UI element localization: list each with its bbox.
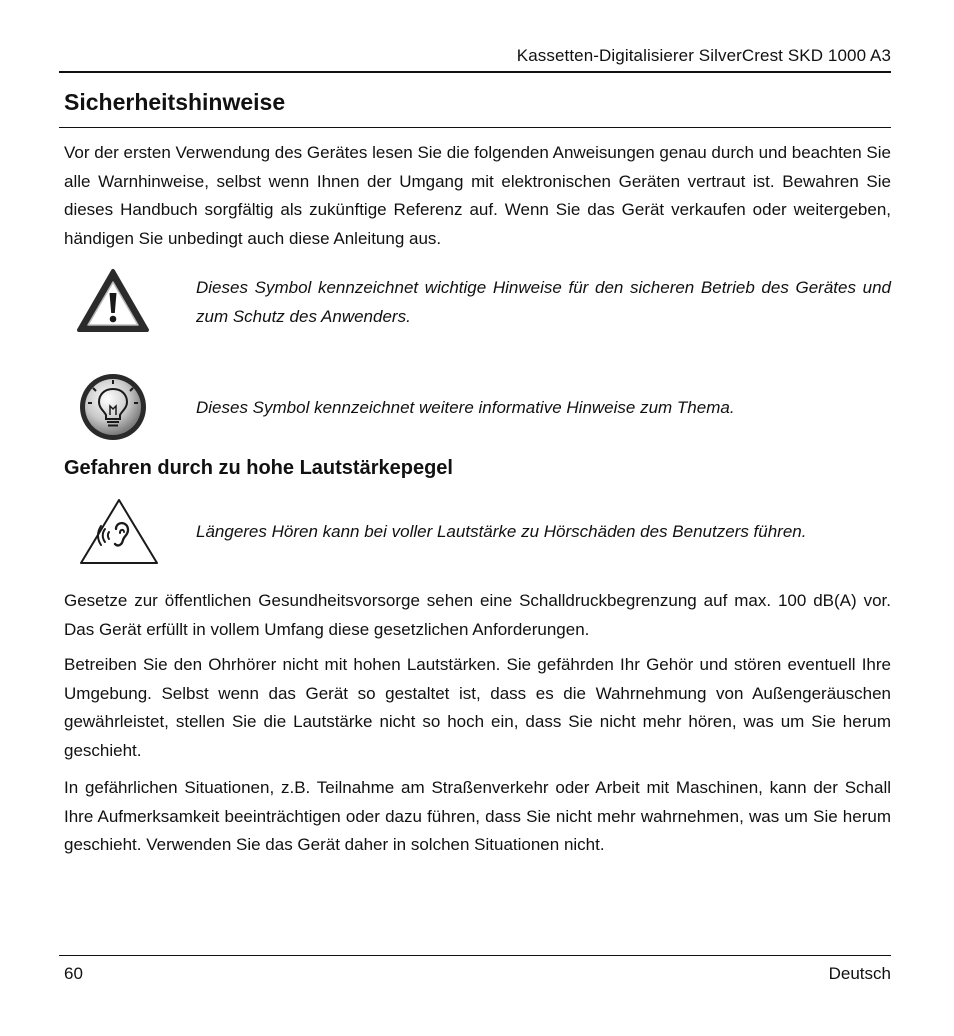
note-warning-text: Dieses Symbol kennzeichnet wichtige Hinweise für den sicheren Betrieb des Gerätes und zum Schutz des Anwenders.	[196, 278, 891, 326]
section-heading: Sicherheitshinweise	[64, 89, 286, 115]
volume-heading: Gefahren durch zu hohe Lautstärkepegel	[64, 457, 453, 479]
volume-paragraph-1: Gesetze zur öffentlichen Gesundheitsvorsorge sehen eine Schalldruckbegrenzung auf max. 100 dB(A) vor. Das Gerät erfüllt in vollem Umfang diese gesetzlichen Anforderungen.	[64, 591, 891, 639]
warning-triangle-icon	[76, 268, 150, 339]
running-header: Kassetten-Digitalisierer SilverCrest SKD 1000 A3	[516, 46, 891, 65]
page-number: 60	[64, 964, 83, 983]
footer-rule	[59, 955, 891, 956]
header-rule	[59, 71, 891, 73]
footer-language: Deutsch	[828, 964, 891, 983]
volume-paragraph-3: In gefährlichen Situationen, z.B. Teilnahme am Straßenverkehr oder Arbeit mit Maschinen, kann der Schall Ihre Aufmerksamkeit beeinträchtigen oder dazu führen, dass Sie nicht mehr wahrnehmen, was um Sie herum geschieht. Verwenden Sie das Gerät daher in solchen Situationen nicht.	[64, 778, 891, 854]
hearing-warning-text: Längeres Hören kann bei voller Lautstärke zu Hörschäden des Benutzers führen.	[196, 522, 807, 541]
hearing-warning-icon	[78, 497, 160, 572]
note-info-text: Dieses Symbol kennzeichnet weitere informative Hinweise zum Thema.	[196, 398, 735, 417]
volume-paragraph-2: Betreiben Sie den Ohrhörer nicht mit hohen Lautstärken. Sie gefährden Ihr Gehör und stören eventuell Ihre Umgebung. Selbst wenn das Gerät so gestaltet ist, dass es die Wahrnehmung von Außengeräuschen gewährleistet, stellen Sie die Lautstärke nicht so hoch ein, dass Sie nicht mehr hören, was um Sie herum geschieht.	[64, 655, 891, 760]
section-rule	[59, 127, 891, 128]
intro-paragraph: Vor der ersten Verwendung des Gerätes lesen Sie die folgenden Anweisungen genau durch und beachten Sie alle Warnhinweise, selbst wenn Ihnen der Umgang mit elektronischen Geräten vertraut ist. Bewahren Sie dieses Handbuch sorgfältig als zukünftige Referenz auf. Wenn Sie das Gerät verkaufen oder weitergeben, händigen Sie unbedingt auch diese Anleitung aus.	[64, 143, 891, 248]
lightbulb-icon	[78, 372, 150, 447]
